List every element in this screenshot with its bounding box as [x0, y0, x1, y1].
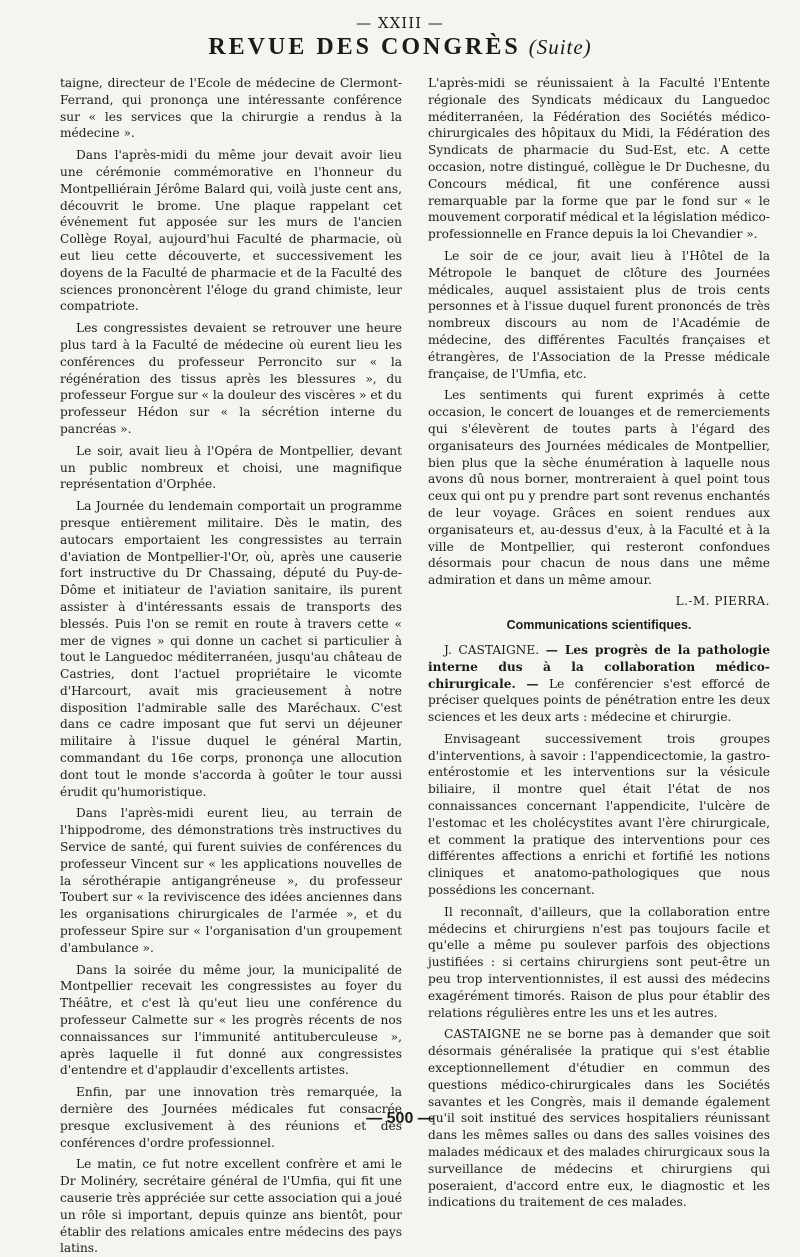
title-text: REVUE DES CONGRÈS	[208, 34, 521, 60]
paragraph-text: ne se borne pas à demander que soit désormais généralisée la pratique qui s'est établie exceptionnellement d'étudier en commun des questions médico-chirurgicales dans les Sociétés savantes et les Congrès, mais il demande également qu'il soit institué des services hospitaliers réunissant dans les mêmes salles ou dans des salles voisines des malades médicaux et des malades chirurgicaux sous la surveillance de médecins et chirurgiens qui poseraient, d'accord entre eux, le diagnostic et les indications du traitement de ces malades.	[428, 1027, 770, 1210]
paragraph: Envisageant successivement trois groupes d'interventions, à savoir : l'appendicectomie, la gastro-entérostomie et les interventions sur la vésicule biliaire, il montre quel était l'état de nos connaissances concernant l'appendicite, l'ulcère de l'estomac et les cholécystites avant l'ère chirurgicale, et comment la pratique des interventions pour ces différentes affections a enrichi et fortifié les notions cliniques et anatomo-pathologiques que nous possédions les concernant.	[428, 731, 770, 898]
right-column	[428, 75, 770, 1210]
title-suite: (Suite)	[528, 35, 592, 59]
paragraph: Il reconnaît, d'ailleurs, que la collaboration entre médecins et chirurgiens n'est pas toujours facile et qu'elle a même pu soulever parfois des objections justifiées : si certains chirurgiens sont peut-être un peu trop interventionnistes, il est aussi des médecins exagérément timorés. Raison de plus pour établir des relations régulières entre les uns et les autres.	[428, 904, 770, 1020]
page-title	[0, 34, 800, 61]
paragraph: La Journée du lendemain comportait un programme presque entièrement militaire. Dès le matin, des autocars emportaient les congressistes au terrain d'aviation de Montpellier-l'Or, où, après une causerie fort instructive du Dr Chassaing, député du Puy-de-Dôme et initiateur de l'aviation sanitaire, ils purent assister à d'intéressants essais de transports des blessés. Puis l'on se remit en route à travers cette « mer de vignes » qui donne un cachet si particulier à tout le Languedoc méditerranéen, jusqu'au château de Castries, dont l'actuel propriétaire le vicomte d'Harcourt, avait mis gracieusement à notre disposition l'admirable salle des Maréchaux. C'est dans ce cadre imposant que fut servi un déjeuner militaire à l'issue duquel le général Martin, commandant du 16e corps, prononça une allocution dont tout le monde s'accorda à goûter le tour aussi érudit qu'humoristique.	[60, 499, 402, 799]
communication-paragraph	[428, 642, 770, 726]
paragraph: Enfin, par une innovation très remarquée, la dernière des Journées médicales fut consacrée presque exclusivement à des réunions et des conférences d'ordre professionnel.	[60, 1085, 402, 1150]
paragraph: Dans la soirée du même jour, la municipalité de Montpellier recevait les congressistes au foyer du Théâtre, et c'est là qu'eut lieu une conférence du professeur Calmette sur « les progrès récents de nos connaissances sur l'immunité antituberculeuse », après laquelle il fut donné aux congressistes d'entendre et d'applaudir d'excellents artistes.	[60, 962, 402, 1078]
author-name: J. CASTAIGNE.	[444, 642, 540, 657]
paragraph: Les congressistes devaient se retrouver une heure plus tard à la Faculté de médecine où eurent lieu les conférences du professeur Perroncito sur « la régénération des tissus après les blessures », du professeur Forgue sur « la douleur des viscères » et du professeur Hédon sur « la sécrétion interne du pancréas ».	[60, 321, 402, 436]
paragraph: Dans l'après-midi eurent lieu, au terrain de l'hippodrome, des démonstrations très instructives du Service de santé, qui furent suivies de conférences du professeur Vincent sur « les applications nouvelles de la sérothérapie antigangréneuse », du professeur Toubert sur « la reviviscence des idées anciennes dans les organisations chirurgicales de l'armée », et du professeur Spire sur « l'organisation d'un groupement d'ambulance ».	[60, 806, 402, 955]
paragraph: Le soir de ce jour, avait lieu à l'Hôtel de la Métropole le banquet de clôture des Journées médicales, auquel assistaient plus de trois cents personnes et à l'issue duquel furent prononcés de très nombreux discours au nom de l'Académie de médecine, des différentes Facultés françaises et étrangères, de l'Association de la Presse médicale française, de l'Umfia, etc.	[428, 248, 770, 381]
communication-title: — Les progrès de la pathologie interne dus à la collaboration médico-chirurgicale. —	[428, 642, 770, 691]
paragraph: taigne, directeur de l'Ecole de médecine de Clermont-Ferrand, qui prononça une intéressante conférence sur « les services que la chirurgie a rendus à la médecine ».	[60, 76, 402, 141]
signature: L.-M. PIERRA.	[675, 593, 770, 608]
page-number: — 500 —	[366, 1110, 434, 1127]
section-heading: Communications scientifiques.	[506, 617, 692, 632]
communication-lead: Le conférencier s'est efforcé de préciser quelques points de pénétration entre les deux sciences et les deux arts : médecine et chirurgie.	[428, 676, 770, 725]
paragraph: Dans l'après-midi du même jour devait avoir lieu une cérémonie commémorative en l'honneur du Montpelliérain Jérôme Balard qui, voilà juste cent ans, découvrit le brome. Une plaque rappelant cet événement fut apposée sur les murs de l'ancien Collège Royal, aujourd'hui Faculté de pharmacie, où eut lieu cette découverte, et successivement les doyens de la Faculté de pharmacie et de la Faculté des sciences prononcèrent l'éloge du grand chimiste, leur compatriote.	[60, 148, 402, 314]
paragraph: Le matin, ce fut notre excellent confrère et ami le Dr Molinéry, secrétaire général de l'Umfia, qui fit une causerie très appréciée sur cette association qui a joué un rôle si important, depuis quinze ans bientôt, pour établir des relations amicales entre médecins des pays latins.	[60, 1157, 402, 1256]
roman-page-number: — XXIII —	[356, 14, 444, 32]
paragraph: Le soir, avait lieu à l'Opéra de Montpellier, devant un public nombreux et choisi, une magnifique représentation d'Orphée.	[60, 443, 402, 492]
paragraph: Les sentiments qui furent exprimés à cette occasion, le concert de louanges et de remerciements qui s'élevèrent de toutes parts à l'égard des organisateurs des Journées médicales de Montpellier, bien plus que la sèche énumération à laquelle nous avons dû nous borner, montreraient à quel point tous ceux qui ont pu y prendre part sont revenus enchantés de leur voyage. Grâces en soient rendues aux organisateurs et, au-dessus d'eux, à la Faculté et à la ville de Montpellier, qui resteront confondues désormais pour chacun de nous dans une même admiration et dans un même amour.	[428, 388, 770, 588]
paragraph: L'après-midi se réunissaient à la Faculté l'Entente régionale des Syndicats médicaux du Languedoc méditerranéen, la Fédération des Sociétés médico-chirurgicales des hôpitaux du Midi, la Fédération des Syndicats de pharmacie du Sud-Est, etc. A cette occasion, notre distingué, collègue le Dr Duchesne, du Concours médical, fit une conférence aussi remarquable par la forme que par le fond sur « le mouvement corporatif médical et la législation médico-professionnelle en France depuis la loi Chevandier ».	[428, 76, 770, 242]
author-name: CASTAIGNE	[444, 1027, 521, 1042]
